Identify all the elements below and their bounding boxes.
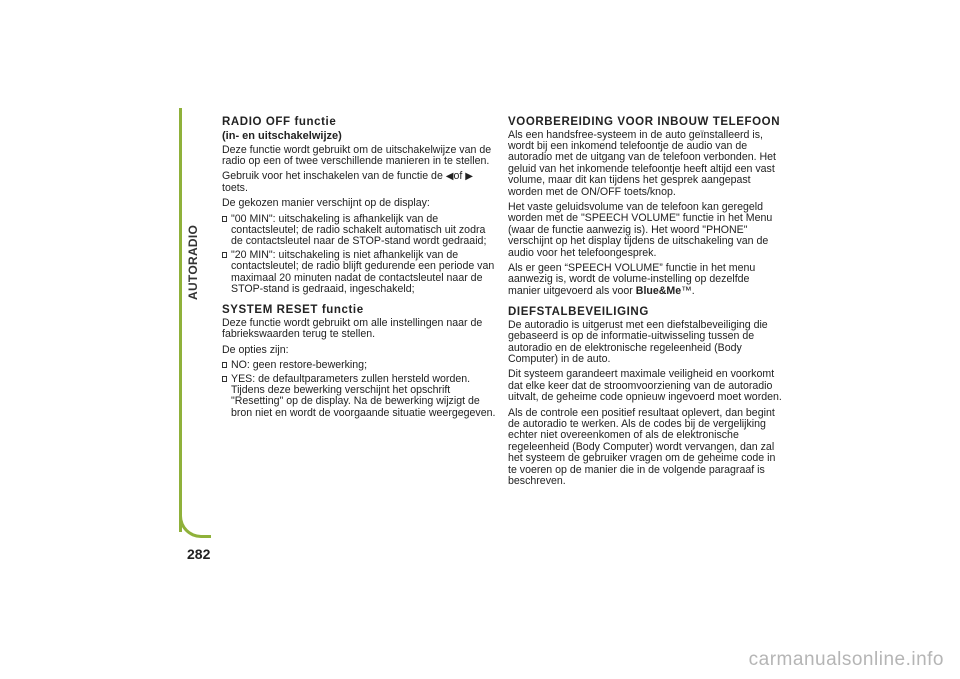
checkbox-bullet-icon: [222, 252, 227, 258]
list-item: [222, 374, 497, 420]
right-column: [508, 117, 784, 491]
radio-off-heading: RADIO OFF functie: [222, 116, 337, 128]
list-item-text: YES: de defaultparameters zullen hersteld worden. Tijdens deze bewerking verschijnt het opschrift "Resetting" op de display. Na de bewerking wijzigt de bron niet en wordt de voorgaande situatie weergegeven.: [231, 372, 496, 419]
radio-off-paragraph-3: De gekozen manier verschijnt op de display:: [222, 197, 430, 210]
section-label: AUTORADIO: [186, 224, 200, 300]
system-reset-paragraph-2: De opties zijn:: [222, 343, 289, 356]
checkbox-bullet-icon: [222, 376, 227, 382]
list-item-text: NO: geen restore-bewerking;: [231, 359, 368, 372]
sidebar-rule: [179, 108, 182, 532]
radio-off-subheading: (in- en uitschakelwijze): [222, 129, 342, 142]
radio-off-options-list: [222, 214, 497, 296]
radio-off-paragraph-1: Deze functie wordt gebruikt om de uitschakelwijze van de radio op een of twee verschillende manieren in te stellen.: [222, 143, 492, 167]
list-item: [222, 214, 497, 248]
arrow-right-icon: ▶: [465, 171, 473, 183]
phone-p3-text: Als er geen “SPEECH VOLUME” functie in het menu aanwezig is, wordt de volume-instelling op dezelfde manier uitgevoerd als voor: [508, 261, 756, 297]
phone-p3-end: ™.: [681, 284, 695, 297]
theft-paragraph-1: De autoradio is uitgerust met een diefstalbeveiliging die gebaseerd is op de informatie-uitwisseling tussen de autoradio en de elektronische regeleenheid (Body Computer) in de auto.: [508, 318, 768, 365]
left-column: [222, 117, 497, 423]
radio-off-p2-or: of: [453, 170, 463, 183]
page-number: 282: [187, 546, 211, 562]
theft-paragraph-2: Dit systeem garandeert maximale veiligheid en voorkomt dat elke keer dat de stroomvoorziening van de autoradio uitvalt, de geheime code opnieuw ingevoerd moet worden.: [508, 368, 782, 404]
sidebar-rule-corner: [179, 500, 211, 538]
system-reset-options-list: [222, 360, 497, 419]
list-item: [222, 250, 497, 296]
theft-heading: DIEFSTALBEVEILIGING: [508, 306, 649, 319]
system-reset-paragraph-1: Deze functie wordt gebruikt om alle instellingen naar de fabriekswaarden terug te stellen.: [222, 316, 483, 341]
watermark-text: carmanualsonline.info: [748, 649, 944, 670]
theft-paragraph-3: Als de controle een positief resultaat oplevert, dan begint de autoradio te werken. Als de codes bij de vergelijking echter niet overeenkomen of als de elektronische regeleenheid (Body Computer) wordt vervangen, dan zal het systeem de gebruiker vragen om de geheime code in te voeren op de manier die in de volgende paragraaf is beschreven.: [508, 406, 776, 487]
list-item-text: "00 MIN": uitschakeling is afhankelijk van de contactsleutel; de radio schakelt automatisch uit zodra de contactsleutel naar de STOP-stand wordt gedraaid;: [231, 212, 487, 248]
phone-paragraph-1: Als een handsfree-systeem in de auto geïnstalleerd is, wordt bij een inkomend telefoontje de audio van de autoradio met de uitgang van de telefoon verbonden. Het geluid van het inkomende telefoontje heeft altijd een vast volume, maar dit kan tijdens het gesprek aangepast worden met de ON/OFF toets/knop.: [508, 128, 776, 198]
phone-paragraph-2: Het vaste geluidsvolume van de telefoon kan geregeld worden met de "SPEECH VOLUME" functie in het Menu (waar de functie aanwezig is). Het woord "PHONE" verschijnt op het display tijdens de uitschakeling van de audio voor het telefoongesprek.: [508, 200, 773, 259]
brand-name: Blue&Me: [635, 284, 682, 297]
list-item-text: "20 MIN": uitschakeling is niet afhankelijk van de contactsleutel; de radio blijft gedurende een periode van maximaal 20 minuten nadat de contactsleutel naar de STOP-stand is gedraaid, ingeschakeld;: [231, 248, 495, 295]
radio-off-p2-text: Gebruik voor het inschakelen van de functie de: [222, 170, 443, 183]
arrow-left-icon: ◀: [445, 171, 454, 183]
checkbox-bullet-icon: [222, 216, 227, 222]
checkbox-bullet-icon: [222, 362, 227, 368]
radio-off-p2-end: toets.: [222, 181, 248, 194]
radio-off-paragraph-2: [222, 171, 497, 194]
list-item: [222, 360, 497, 371]
phone-heading: VOORBEREIDING VOOR INBOUW TELEFOON: [508, 116, 781, 128]
phone-paragraph-3: [508, 263, 784, 297]
system-reset-heading: SYSTEM RESET functie: [222, 304, 364, 317]
